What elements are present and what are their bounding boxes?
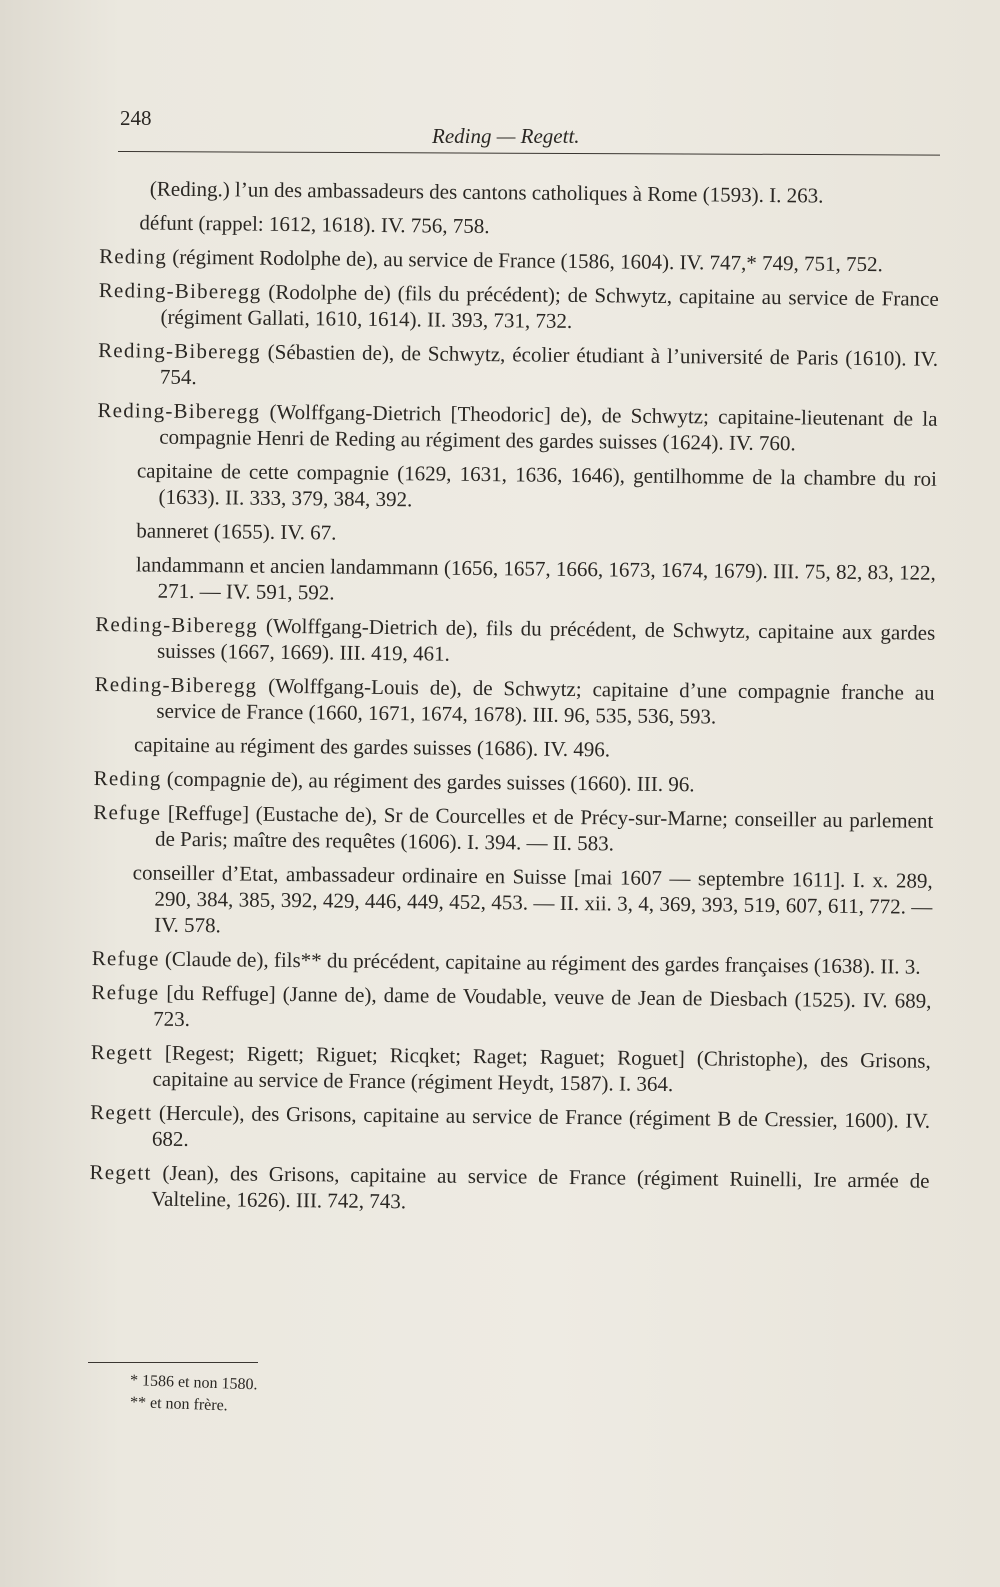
entry-head: Refuge — [93, 799, 162, 825]
entry-head: Reding-Biberegg — [98, 337, 261, 364]
footnote-rule — [88, 1362, 258, 1363]
entry-head: Reding — [99, 243, 168, 269]
page-number: 248 — [120, 106, 152, 130]
entry-head: Reding-Biberegg — [95, 611, 259, 638]
index-entry — [96, 551, 936, 612]
entry-text: landammann et ancien landammann (1656, 1657, 1666, 1673, 1674, 1679). III. 75, 82, 83, 122, 271. — IV. 591, 592. — [135, 552, 937, 605]
index-entry — [98, 337, 938, 398]
index-entry — [100, 175, 940, 210]
entry-head: Reding-Biberegg — [97, 397, 261, 424]
entry-text: (compagnie de), au régiment des gardes suisses (1660). III. 96. — [166, 766, 695, 797]
index-entry — [99, 243, 939, 278]
entry-head: Reding-Biberegg — [98, 277, 262, 304]
entry-text: défunt (rappel: 1612, 1618). IV. 756, 758. — [139, 210, 490, 239]
entry-text: [Reffuge] (Eustache de), Sr de Courcelles et de Précy-sur-Marne; conseiller au parlement de Paris; maître des requêtes (1606). I. 394. — II. 583. — [154, 800, 934, 856]
index-entry — [92, 945, 932, 980]
running-title: Reding — Regett. — [432, 124, 580, 148]
footnote: ** et non frère. — [129, 1394, 228, 1415]
entry-head: Regett — [90, 1099, 153, 1125]
index-entry — [91, 979, 931, 1040]
entry-text: [Regest; Rigett; Riguet; Ricqket; Raget; Raguet; Roguet] (Christophe), des Grisons, capitaine au service de France (régiment Heydt, 1587). I. 364. — [152, 1040, 931, 1097]
entry-text: (Claude de), fils** du précédent, capitaine au régiment des gardes françaises (1638). II. 3. — [164, 946, 921, 979]
index-entry — [94, 765, 934, 800]
entry-text: (Sébastien de), de Schwytz, écolier étudiant à l’université de Paris (1610). IV. 754. — [159, 339, 939, 390]
footnote: * 1586 et non 1580. — [129, 1372, 258, 1394]
index-entry — [98, 277, 938, 338]
index-entry — [94, 671, 934, 732]
index-entry — [99, 209, 939, 244]
index-body — [89, 175, 940, 1228]
entry-head: Reding — [93, 765, 162, 791]
entry-text: [du Reffuge] (Janne de), dame de Voudable, veuve de Jean de Diesbach (1525). IV. 689, 723. — [153, 980, 932, 1031]
index-entry — [94, 731, 934, 766]
entry-head: Refuge — [91, 979, 160, 1005]
entry-text: (Wolffgang-Louis de), de Schwytz; capitaine d’une compagnie franche au service de France (1660, 1671, 1674, 1678). III. 96, 535, 536, 593. — [156, 673, 935, 729]
entry-text: (Wolffgang-Dietrich de), fils du précédent, de Schwytz, capitaine aux gardes suisses (1667, 1669). III. 419, 461. — [156, 613, 936, 666]
header-rule — [118, 151, 940, 156]
entry-text: capitaine au régiment des gardes suisses (1686). IV. 496. — [133, 732, 611, 762]
index-entry — [90, 1099, 930, 1160]
index-entry — [89, 1159, 929, 1220]
index-entry — [97, 397, 937, 458]
index-entry — [92, 859, 933, 946]
entry-head: Regett — [90, 1039, 153, 1065]
entry-text: (Reding.) l’un des ambassadeurs des cantons catholiques à Rome (1593). I. 263. — [149, 176, 824, 208]
entry-text: (Rodolphe de) (fils du précédent); de Schwytz, capitaine au service de France (régiment Gallati, 1610, 1614). II. 393, 731, 732. — [160, 279, 939, 333]
index-entry — [95, 611, 935, 672]
index-entry — [96, 517, 936, 552]
index-entry — [90, 1039, 930, 1100]
entry-text: (Jean), des Grisons, capitaine au service de France (régiment Ruinelli, Ire armée de Valteline, 1626). III. 742, 743. — [151, 1160, 930, 1214]
entry-head: Reding-Biberegg — [94, 671, 258, 698]
entry-text: conseiller d’Etat, ambassadeur ordinaire en Suisse [mai 1607 — septembre 1611]. I. x. 289, 290, 384, 385, 392, 429, 446, 449, 452, 453. — II. xii. 3, 4, 369, 393, 519, 607, 611, 772. — IV. 578. — [132, 860, 933, 938]
entry-text: capitaine de cette compagnie (1629, 1631, 1636, 1646), gentilhomme de la chambre du roi (1633). II. 333, 379, 384, 392. — [136, 458, 937, 512]
entry-head: Refuge — [91, 945, 160, 971]
entry-text: (Wolffgang-Dietrich [Theodoric] de), de Schwytz; capitaine-lieutenant de la compagnie Henri de Reding au régiment des gardes suisses (1624). IV. 760. — [159, 399, 938, 456]
entry-text: banneret (1655). IV. 67. — [136, 518, 337, 545]
entry-text: (Hercule), des Grisons, capitaine au service de France (régiment B de Cressier, 1600). IV. 682. — [151, 1100, 931, 1151]
entry-text: (régiment Rodolphe de), au service de France (1586, 1604). IV. 747,* 749, 751, 752. — [172, 244, 883, 277]
index-entry — [97, 457, 937, 518]
index-entry — [93, 799, 933, 860]
entry-head: Regett — [89, 1159, 152, 1185]
